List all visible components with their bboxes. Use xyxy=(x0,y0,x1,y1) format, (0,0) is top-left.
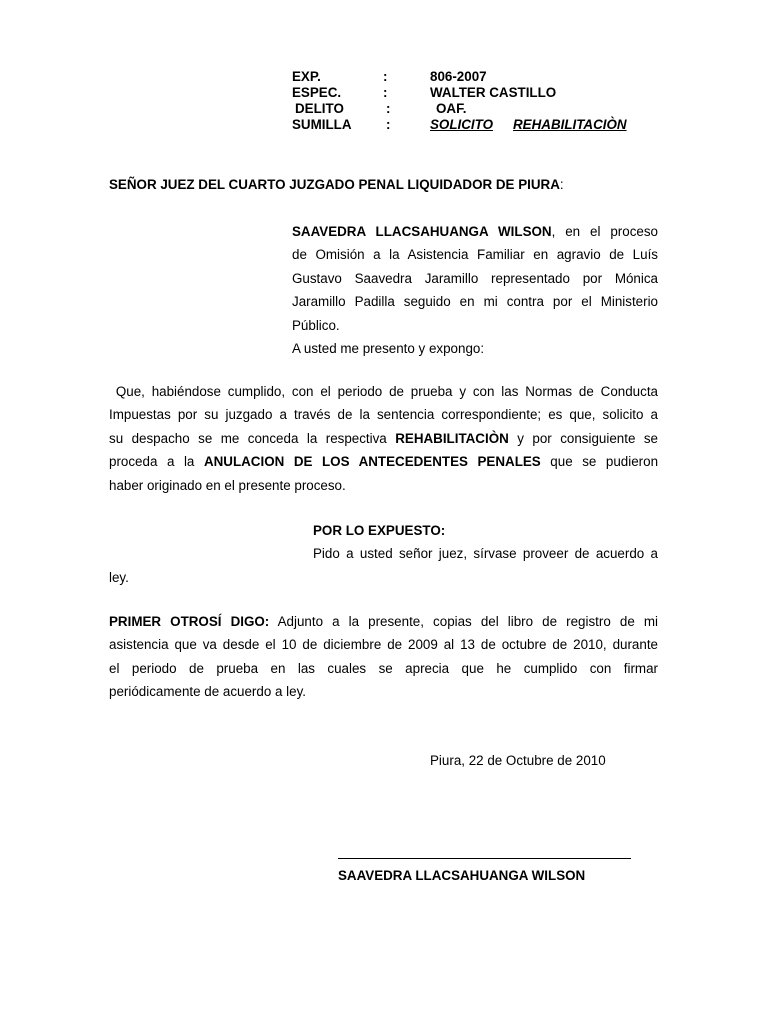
signature-name: SAAVEDRA LLACSAHUANGA WILSON xyxy=(338,868,586,883)
intro-line-2: de Omisión a la Asistencia Familiar en agravio de Luís xyxy=(292,247,658,263)
espec-label: ESPEC. xyxy=(292,85,342,100)
body-line-5: haber originado en el presente proceso. xyxy=(109,477,346,493)
date-place: Piura, 22 de Octubre de 2010 xyxy=(430,753,606,768)
delito-label: DELITO xyxy=(295,101,344,116)
anulacion-bold: ANULACION DE LOS ANTECEDENTES PENALES xyxy=(203,454,541,470)
otrosi-line-2: asistencia que va desde el 10 de diciembre de 2009 al 13 de octubre de 2010, durante xyxy=(109,637,658,653)
exp-colon: : xyxy=(383,69,388,84)
otrosi-line-3: el periodo de prueba en las cuales se aprecia que he cumplido con firmar xyxy=(109,660,658,676)
espec-value: WALTER CASTILLO xyxy=(430,85,557,100)
exp-label: EXP. xyxy=(292,69,321,84)
sumilla-label: SUMILLA xyxy=(292,117,352,132)
sumilla-word-2: REHABILITACIÒN xyxy=(513,117,627,132)
otrosi-line-4: periódicamente de acuerdo a ley. xyxy=(109,684,307,700)
body-paragraph xyxy=(109,380,658,497)
intro-paragraph xyxy=(292,220,658,360)
otrosi-line-1: PRIMER OTROSÍ DIGO: Adjunto a la presente, copias del libro de registro de mi xyxy=(109,614,658,629)
otrosi-label: PRIMER OTROSÍ DIGO: xyxy=(109,614,270,629)
intro-line-5: Público. xyxy=(292,317,340,333)
otrosi-paragraph xyxy=(109,610,658,704)
body-line-3: su despacho se me conceda la respectiva REHABILITACIÒN y por consiguiente se xyxy=(109,430,658,446)
addressee-text: SEÑOR JUEZ DEL CUARTO JUZGADO PENAL LIQUIDADOR DE PIURA xyxy=(109,177,560,192)
addressee xyxy=(109,177,564,192)
sumilla-colon: : xyxy=(386,117,391,132)
sumilla-value xyxy=(430,117,642,133)
body-line-4: proceda a la ANULACION DE LOS ANTECEDENTES PENALES que se pudieron xyxy=(109,454,659,470)
body-line-1: Que, habiéndose cumplido, con el periodo de prueba y con las Normas de Conducta xyxy=(109,384,658,399)
conclusion-heading: POR LO EXPUESTO: xyxy=(313,523,446,538)
intro-line-3: Gustavo Saavedra Jaramillo representado por Mónica xyxy=(292,270,658,286)
rehabilitacion-bold: REHABILITACIÒN xyxy=(395,430,509,446)
body-line-2: Impuestas por su juzgado a través de la sentencia correspondiente; es que, solicito a xyxy=(109,407,658,423)
espec-colon: : xyxy=(383,85,388,100)
conclusion-line-1: Pido a usted señor juez, sírvase proveer de acuerdo a xyxy=(313,546,658,561)
delito-colon: : xyxy=(386,101,391,116)
signature-line xyxy=(338,858,631,859)
addressee-colon: : xyxy=(559,177,564,192)
delito-value: OAF. xyxy=(436,101,467,116)
intro-name: SAAVEDRA LLACSAHUANGA WILSON xyxy=(292,224,552,239)
sumilla-word-1: SOLICITO xyxy=(430,117,493,132)
intro-line-1: SAAVEDRA LLACSAHUANGA WILSON, en el proceso xyxy=(292,224,658,239)
exp-value: 806-2007 xyxy=(430,69,487,84)
conclusion-line-2: ley. xyxy=(109,570,129,585)
intro-line-6: A usted me presento y expongo: xyxy=(292,341,485,357)
intro-line-4: Jaramillo Padilla seguido en mi contra por el Ministerio xyxy=(292,294,658,310)
